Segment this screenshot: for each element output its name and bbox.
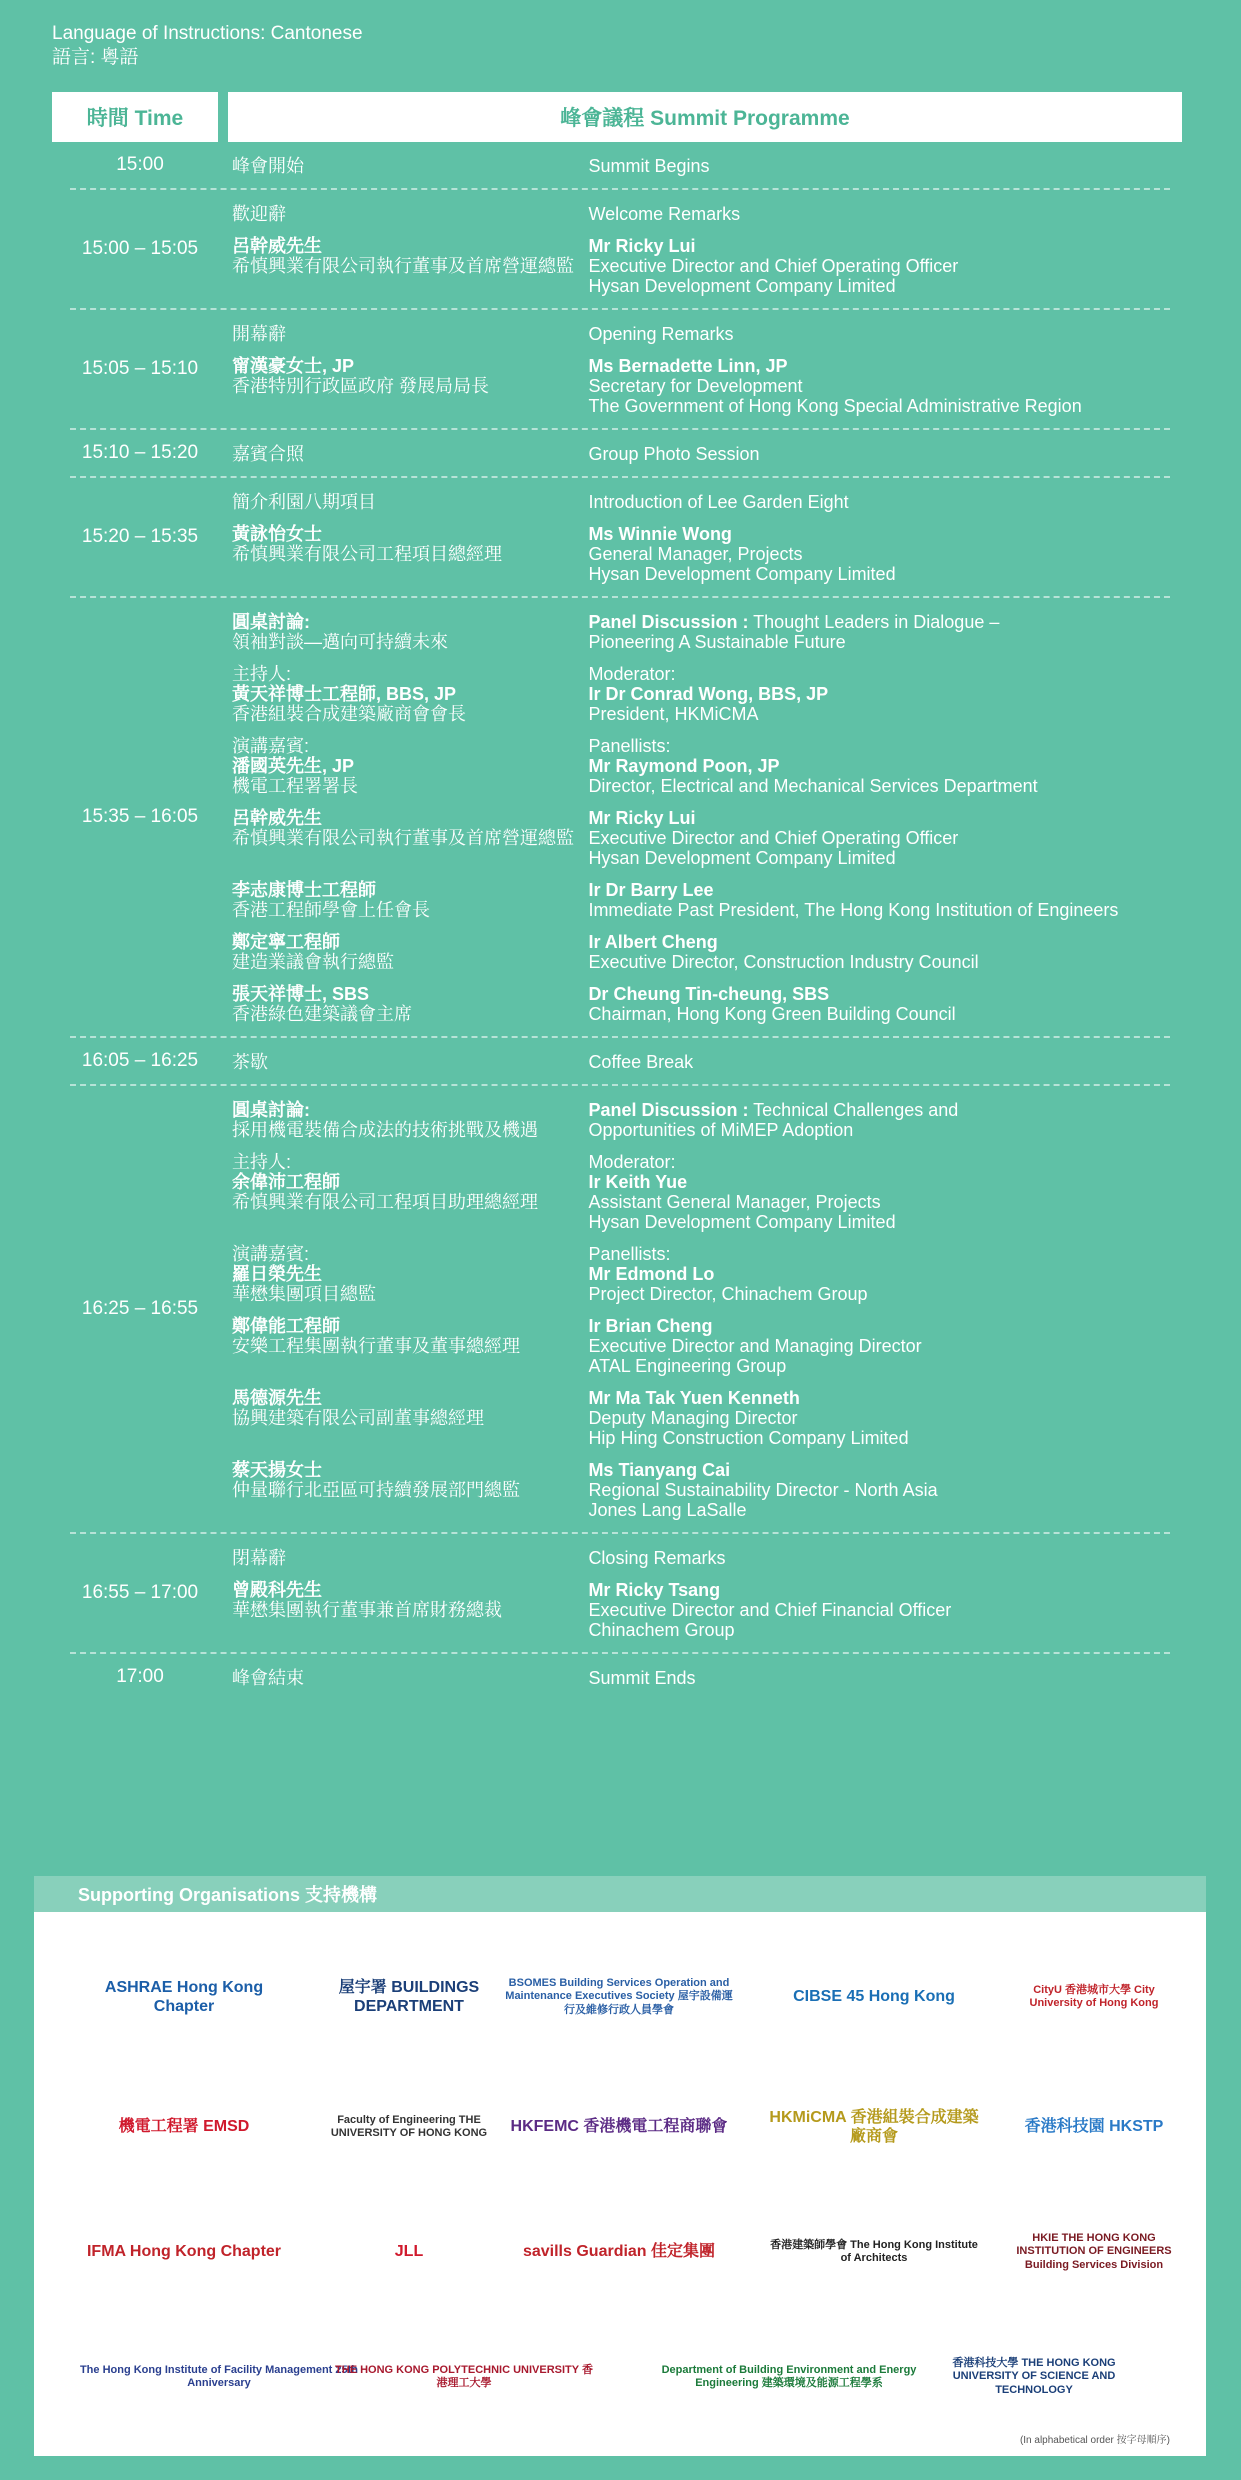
zh-line: 茶歇 <box>232 1052 268 1072</box>
en-line: Hysan Development Company Limited <box>588 848 896 868</box>
zh-name: 馬德源先生 <box>232 1388 322 1408</box>
item-zh <box>232 1052 588 1072</box>
zh-line: 閉幕辭 <box>232 1548 286 1568</box>
logo-hkifm-icon: The Hong Kong Institute of Facility Management 25th Anniversary <box>79 2363 359 2389</box>
item-en <box>588 204 1170 224</box>
schedule-table <box>0 142 1241 1700</box>
item-zh <box>232 808 588 868</box>
schedule-item <box>70 808 1170 868</box>
en-line: Hysan Development Company Limited <box>588 564 896 584</box>
item-zh <box>232 492 588 512</box>
schedule-item <box>70 1580 1170 1640</box>
en-line: Pioneering A Sustainable Future <box>588 632 846 652</box>
item-zh <box>232 664 588 724</box>
order-note: (In alphabetical order 按字母順序) <box>1019 2435 1170 2446</box>
item-zh <box>232 932 588 972</box>
item-en <box>588 1100 1170 1140</box>
zh-name: 鄭偉能工程師 <box>232 1316 340 1336</box>
zh-name: 呂幹威先生 <box>232 808 322 828</box>
item-en <box>588 1548 1170 1568</box>
en-line: The Government of Hong Kong Special Administrative Region <box>588 396 1082 416</box>
zh-line: 華懋集團項目總監 <box>232 1284 376 1304</box>
logo-savills-icon: savills Guardian 佳定集團 <box>522 2243 716 2261</box>
programme-header <box>52 92 1182 142</box>
schedule-time: 16:25 – 16:55 <box>81 1298 199 1319</box>
item-en <box>588 1316 1170 1376</box>
schedule-row <box>70 430 1170 478</box>
item-en <box>588 492 1170 512</box>
en-name: Ms Winnie Wong <box>588 524 732 544</box>
zh-name: 潘國英先生, JP <box>232 756 355 776</box>
en-line: Executive Director and Chief Operating Officer <box>588 256 959 276</box>
zh-line: 香港綠色建築議會主席 <box>232 1004 412 1024</box>
logo-hkstp-icon: 香港科技園 HKSTP <box>1024 2118 1164 2136</box>
item-zh <box>232 204 588 224</box>
zh-line: 領袖對談—邁向可持續未來 <box>232 632 448 652</box>
supporting-title: Supporting Organisations 支持機構 <box>34 1876 1206 1912</box>
en-name: Ir Keith Yue <box>588 1172 688 1192</box>
en-line: General Manager, Projects <box>588 544 803 564</box>
schedule-item <box>70 880 1170 920</box>
logo-hkfemc-icon: HKFEMC 香港機電工程商聯會 <box>510 2118 728 2136</box>
item-zh <box>232 1316 588 1376</box>
zh-line: 華懋集團執行董事兼首席財務總裁 <box>232 1600 502 1620</box>
en-line: Deputy Managing Director <box>588 1408 798 1428</box>
logo-ifma-icon: IFMA Hong Kong Chapter <box>86 2243 282 2261</box>
zh-name: 曾殿科先生 <box>232 1580 322 1600</box>
logo-cibse-icon: CIBSE 45 Hong Kong <box>793 1988 955 2006</box>
logo-hkmicma-icon: HKMiCMA 香港組裝合成建築廠商會 <box>769 2108 979 2145</box>
zh-line: 安樂工程集團執行董事及董事總經理 <box>232 1336 520 1356</box>
logo-emsd-icon: 機電工程署 EMSD <box>118 2118 250 2136</box>
en-name: Ir Albert Cheng <box>588 932 718 952</box>
logo-polyu-icon: THE HONG KONG POLYTECHNIC UNIVERSITY 香港理工大學 <box>335 2363 593 2389</box>
zh-line: 機電工程署署長 <box>232 776 358 796</box>
schedule-time: 15:20 – 15:35 <box>81 526 199 547</box>
en-line: Opportunities of MiMEP Adoption <box>588 1120 854 1140</box>
en-name: Panel Discussion : <box>588 1100 749 1120</box>
schedule-time: 16:05 – 16:25 <box>81 1050 199 1071</box>
item-en <box>588 664 1170 724</box>
en-role: Moderator: <box>588 664 676 684</box>
zh-name: 黃詠怡女士 <box>232 524 322 544</box>
schedule-item <box>70 1668 1170 1688</box>
schedule-item <box>70 984 1170 1024</box>
zh-line: 峰會結束 <box>232 1668 304 1688</box>
en-role: Panellists: <box>588 736 671 756</box>
schedule-item <box>70 1244 1170 1304</box>
item-en <box>588 524 1170 584</box>
logo-hkia-icon: 香港建築師學會 The Hong Kong Institute of Architects <box>770 2238 978 2264</box>
schedule-item <box>70 664 1170 724</box>
en-name: Ms Tianyang Cai <box>588 1460 731 1480</box>
en-line: Introduction of Lee Garden Eight <box>588 492 849 512</box>
schedule-item <box>70 204 1170 224</box>
item-en <box>588 808 1170 868</box>
en-line: Opening Remarks <box>588 324 734 344</box>
item-zh <box>232 612 588 652</box>
item-en <box>588 1244 1170 1304</box>
schedule-row <box>70 310 1170 430</box>
zh-role: 主持人: <box>232 1152 292 1172</box>
item-en <box>588 880 1170 920</box>
zh-name: 羅日榮先生 <box>232 1264 322 1284</box>
zh-line: 歡迎辭 <box>232 204 286 224</box>
item-zh <box>232 1152 588 1232</box>
schedule-time: 15:00 <box>116 154 164 175</box>
en-role: Panellists: <box>588 1244 671 1264</box>
schedule-time: 15:10 – 15:20 <box>81 442 199 463</box>
schedule-row <box>70 1534 1170 1654</box>
zh-line: 香港特別行政區政府 發展局局長 <box>232 376 489 396</box>
zh-name: 鄭定寧工程師 <box>232 932 340 952</box>
zh-role: 演講嘉賓: <box>232 1244 310 1264</box>
logo-cityu-icon: CityU 香港城市大學 City University of Hong Kong <box>1029 1983 1159 2009</box>
en-name: Mr Raymond Poon, JP <box>588 756 780 776</box>
logo-ashrae-icon: ASHRAE Hong Kong Chapter <box>104 1978 264 2015</box>
item-zh <box>232 444 588 464</box>
schedule-item <box>70 1316 1170 1376</box>
zh-name: 蔡天揚女士 <box>232 1460 322 1480</box>
item-zh <box>232 984 588 1024</box>
en-line: Hysan Development Company Limited <box>588 1212 896 1232</box>
logo-bd-icon: 屋宇署 BUILDINGS DEPARTMENT <box>338 1978 480 2015</box>
en-line: Closing Remarks <box>588 1548 726 1568</box>
en-inline: Technical Challenges and <box>748 1100 959 1120</box>
en-line: Summit Ends <box>588 1668 696 1688</box>
en-line: Chairman, Hong Kong Green Building Council <box>588 1004 956 1024</box>
item-en <box>588 444 1170 464</box>
schedule-row <box>70 142 1170 190</box>
en-line: Secretary for Development <box>588 376 803 396</box>
zh-line: 採用機電裝備合成法的技術挑戰及機遇 <box>232 1120 538 1140</box>
programme-header-title: 峰會議程 Summit Programme <box>228 92 1182 142</box>
logo-bsomes-icon: BSOMES Building Services Operation and Maintenance Executives Society 屋宇設備運行及維修行政人員學會 <box>505 1977 733 2016</box>
schedule-item <box>70 324 1170 344</box>
schedule-row <box>70 1038 1170 1086</box>
zh-name: 甯漢豪女士, JP <box>232 356 355 376</box>
item-zh <box>232 736 588 796</box>
schedule-item <box>70 492 1170 512</box>
en-line: Hysan Development Company Limited <box>588 276 896 296</box>
en-inline: Thought Leaders in Dialogue – <box>748 612 1000 632</box>
zh-line: 嘉賓合照 <box>232 444 304 464</box>
item-en <box>588 156 1170 176</box>
item-zh <box>232 236 588 296</box>
zh-line: 希慎興業有限公司工程項目助理總經理 <box>232 1192 538 1212</box>
item-zh <box>232 356 588 416</box>
zh-name: 黃天祥博士工程師, BBS, JP <box>232 684 457 704</box>
logo-beee-icon: Department of Building Environment and Energy Engineering 建築環境及能源工程學系 <box>661 2363 917 2389</box>
en-name: Dr Cheung Tin-cheung, SBS <box>588 984 830 1004</box>
en-name: Panel Discussion : <box>588 612 749 632</box>
en-line: Assistant General Manager, Projects <box>588 1192 881 1212</box>
zh-line: 建造業議會執行總監 <box>232 952 394 972</box>
en-name: Ir Brian Cheng <box>588 1316 713 1336</box>
schedule-time: 15:35 – 16:05 <box>81 806 199 827</box>
schedule-item <box>70 1460 1170 1520</box>
schedule-item <box>70 1152 1170 1232</box>
en-name: Ir Dr Barry Lee <box>588 880 714 900</box>
en-line: Summit Begins <box>588 156 710 176</box>
schedule-time: 15:05 – 15:10 <box>81 358 199 379</box>
zh-name: 張天祥博士, SBS <box>232 984 370 1004</box>
en-name: Mr Ricky Tsang <box>588 1580 721 1600</box>
schedule-time: 16:55 – 17:00 <box>81 1582 199 1603</box>
en-role: Moderator: <box>588 1152 676 1172</box>
en-name: Ir Dr Conrad Wong, BBS, JP <box>588 684 829 704</box>
schedule-item <box>70 524 1170 584</box>
time-header: 時間 Time <box>52 92 218 142</box>
en-line: Chinachem Group <box>588 1620 735 1640</box>
zh-line: 仲量聯行北亞區可持續發展部門總監 <box>232 1480 520 1500</box>
logo-hku-icon: Faculty of Engineering THE UNIVERSITY OF HONG KONG <box>330 2113 488 2139</box>
schedule-item <box>70 1548 1170 1568</box>
en-line: Hip Hing Construction Company Limited <box>588 1428 909 1448</box>
schedule-row <box>70 598 1170 1038</box>
item-zh <box>232 880 588 920</box>
en-line: Group Photo Session <box>588 444 760 464</box>
en-line: Welcome Remarks <box>588 204 741 224</box>
item-en <box>588 1668 1170 1688</box>
item-en <box>588 932 1170 972</box>
zh-role: 主持人: <box>232 664 292 684</box>
zh-line: 協興建築有限公司副董事總經理 <box>232 1408 484 1428</box>
language-zh: 語言: 粵語 <box>52 47 139 68</box>
schedule-item <box>70 444 1170 464</box>
en-name: Mr Ricky Lui <box>588 236 696 256</box>
zh-line: 簡介利園八期項目 <box>232 492 376 512</box>
supporting-organisations <box>34 1876 1206 2456</box>
zh-line: 希慎興業有限公司執行董事及首席營運總監 <box>232 256 574 276</box>
zh-line: 香港組裝合成建築廠商會會長 <box>232 704 466 724</box>
schedule-item <box>70 356 1170 416</box>
item-zh <box>232 1668 588 1688</box>
logo-jll-icon: JLL <box>394 2243 424 2261</box>
schedule-row <box>70 190 1170 310</box>
en-name: Mr Ricky Lui <box>588 808 696 828</box>
schedule-row <box>70 1086 1170 1534</box>
en-line: Executive Director and Chief Operating Officer <box>588 828 959 848</box>
en-line: Executive Director, Construction Industry Council <box>588 952 979 972</box>
zh-role: 演講嘉賓: <box>232 736 310 756</box>
item-zh <box>232 1548 588 1568</box>
zh-line: 希慎興業有限公司執行董事及首席營運總監 <box>232 828 574 848</box>
item-zh <box>232 156 588 176</box>
item-zh <box>232 1244 588 1304</box>
zh-name: 李志康博士工程師 <box>232 880 376 900</box>
item-en <box>588 1460 1170 1520</box>
schedule-item <box>70 236 1170 296</box>
en-line: Jones Lang LaSalle <box>588 1500 747 1520</box>
zh-name: 圓桌討論: <box>232 612 310 632</box>
item-en <box>588 356 1170 416</box>
schedule-row <box>70 478 1170 598</box>
en-name: Ms Bernadette Linn, JP <box>588 356 788 376</box>
zh-line: 香港工程師學會上任會長 <box>232 900 430 920</box>
item-en <box>588 1388 1170 1448</box>
item-en <box>588 984 1170 1024</box>
schedule-item <box>70 1388 1170 1448</box>
en-line: President, HKMiCMA <box>588 704 759 724</box>
en-line: Executive Director and Chief Financial Officer <box>588 1600 952 1620</box>
item-zh <box>232 1388 588 1448</box>
item-zh <box>232 524 588 584</box>
item-zh <box>232 324 588 344</box>
item-zh <box>232 1580 588 1640</box>
item-en <box>588 324 1170 344</box>
en-line: Immediate Past President, The Hong Kong Institution of Engineers <box>588 900 1119 920</box>
item-en <box>588 1052 1170 1072</box>
schedule-row <box>70 1654 1170 1700</box>
schedule-item <box>70 1052 1170 1072</box>
zh-name: 呂幹威先生 <box>232 236 322 256</box>
en-name: Mr Edmond Lo <box>588 1264 715 1284</box>
zh-line: 希慎興業有限公司工程項目總經理 <box>232 544 502 564</box>
item-zh <box>232 1100 588 1140</box>
item-en <box>588 736 1170 796</box>
en-line: Director, Electrical and Mechanical Services Department <box>588 776 1038 796</box>
item-zh <box>232 1460 588 1520</box>
en-name: Mr Ma Tak Yuen Kenneth <box>588 1388 800 1408</box>
item-en <box>588 236 1170 296</box>
schedule-item <box>70 156 1170 176</box>
zh-line: 峰會開始 <box>232 156 304 176</box>
logo-hkust-icon: 香港科技大學 THE HONG KONG UNIVERSITY OF SCIENCE AND TECHNOLOGY <box>952 2357 1116 2396</box>
schedule-time: 17:00 <box>116 1666 164 1687</box>
en-line: ATAL Engineering Group <box>588 1356 787 1376</box>
zh-name: 圓桌討論: <box>232 1100 310 1120</box>
item-en <box>588 612 1170 652</box>
zh-line: 開幕辭 <box>232 324 286 344</box>
item-en <box>588 1152 1170 1232</box>
schedule-time: 15:00 – 15:05 <box>81 238 199 259</box>
en-line: Regional Sustainability Director - North Asia <box>588 1480 938 1500</box>
schedule-item <box>70 736 1170 796</box>
en-line: Coffee Break <box>588 1052 694 1072</box>
language-info <box>52 22 363 70</box>
en-line: Executive Director and Managing Director <box>588 1336 922 1356</box>
item-en <box>588 1580 1170 1640</box>
schedule-item <box>70 932 1170 972</box>
schedule-item <box>70 1100 1170 1140</box>
logo-hkie-icon: HKIE THE HONG KONG INSTITUTION OF ENGINEERS Building Services Division <box>1016 2232 1172 2271</box>
language-en: Language of Instructions: Cantonese <box>52 23 363 44</box>
zh-name: 余偉沛工程師 <box>232 1172 340 1192</box>
schedule-item <box>70 612 1170 652</box>
en-line: Project Director, Chinachem Group <box>588 1284 868 1304</box>
